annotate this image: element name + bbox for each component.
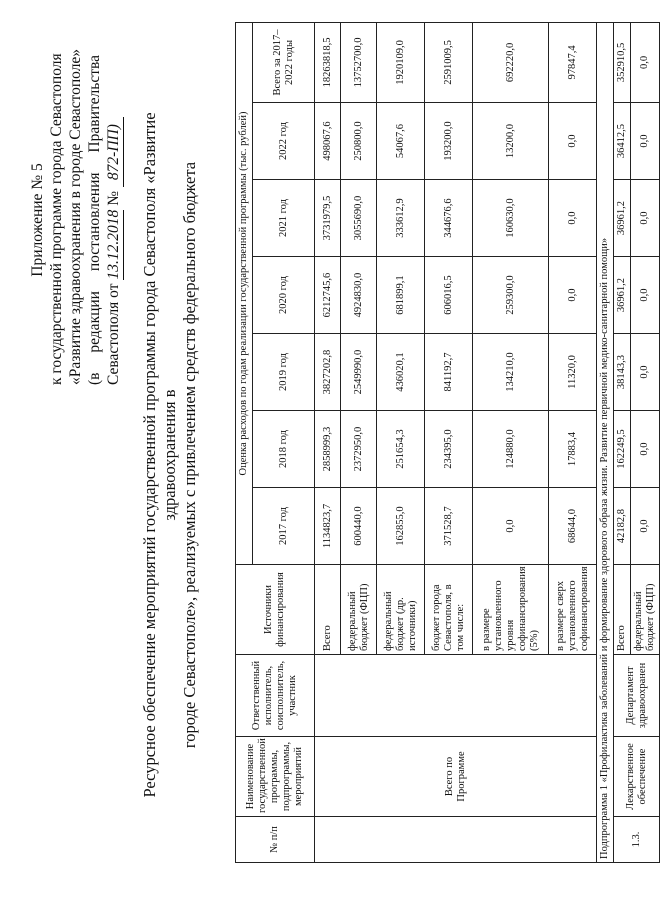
header-responsible: Ответственный исполнитель, соисполнитель, участник: [236, 655, 315, 737]
table-row: федеральный бюджет (ФЦП) 0,0 0,0 0,0 0,0 0,0 0,0 0,0: [631, 22, 660, 862]
header-source: Источники финансирования: [236, 565, 315, 655]
item-name: Лекарственное обеспечение: [614, 737, 660, 817]
appendix-line: к государственной программе города Севастополя: [48, 53, 65, 385]
table-row: бюджет города Севастополя, в том числе: 371528,7 234395,0 841192,7 606016,5 344676,6 193200,0 2591009,5: [425, 22, 473, 862]
header-year: 2018 год: [253, 411, 315, 488]
appendix-number: 872-ПП): [104, 117, 124, 187]
table-row: 1.3. Лекарственное обеспечение Департамент здравоохранен Всего 42182,8 162249,5 38143,3 36961,2 36961,2 36412,5 352910,5: [614, 22, 631, 862]
header-year: 2022 год: [253, 103, 315, 180]
header-year-total: Всего за 2017–2022 годы: [253, 22, 315, 102]
total-label: Всего по Программе: [315, 737, 597, 817]
document-heading: Ресурсное обеспечение мероприятий государственной программы города Севастополя «Развитие здравоохранения в городе Севастополе», реализуемых с привлечением средств федерального бюджета: [140, 112, 199, 798]
header-year: 2017 год: [253, 488, 315, 565]
header-num: № п/п: [236, 817, 315, 863]
appendix-line: Севастополя от 13.12.2018 № 872-ПП): [104, 55, 124, 385]
appendix-line: (в редакции постановления Правительства: [86, 55, 103, 385]
table-row: федеральный бюджет (др. источники) 162855,0 251654,3 436020,1 681899,1 333612,9 54067,6 1920109,0: [377, 22, 425, 862]
header-estimate: Оценка расходов по годам реализации государственной программы (тыс. рублей): [236, 22, 253, 564]
table-row: Всего по Программе Всего 1134823,7 2858999,3 3827202,8 6212745,6 3731979,5 498067,6 18263818,5: [315, 22, 341, 862]
item-responsible: Департамент здравоохранен: [614, 655, 660, 737]
table-row: в размере установленного уровня софинансирования (5%) 0,0 124880,0 134210,0 259300,0 160630,0 13200,0 692220,0: [473, 22, 549, 862]
header-year: 2019 год: [253, 334, 315, 411]
appendix-date: 13.12.2018: [105, 209, 122, 280]
appendix-block: [28, 48, 124, 385]
subprogram-title: Подпрограмма 1 «Профилактика заболеваний и формирование здорового образа жизни. Развитие первичной медико-санитарной помощи»: [597, 22, 614, 862]
appendix-title: Приложение № 5: [29, 163, 46, 277]
table-row: федеральный бюджет (ФЦП) 600440,0 2372950,0 2549990,0 4924830,0 3055690,0 250800,0 13752700,0: [341, 22, 377, 862]
table-row: в размере сверх установленного софинансирования 68644,0 17883,4 11320,0 0,0 0,0 0,0 97847,4: [549, 22, 597, 862]
header-name: Наименование государственной программы, подпрограммы, мероприятий: [236, 737, 315, 817]
table-row: [597, 22, 614, 862]
item-num: 1.3.: [614, 817, 660, 863]
header-year: 2020 год: [253, 257, 315, 334]
appendix-line: «Развитие здравоохранения в городе Севастополе»: [67, 48, 84, 385]
resource-table: [235, 22, 660, 863]
header-year: 2021 год: [253, 180, 315, 257]
